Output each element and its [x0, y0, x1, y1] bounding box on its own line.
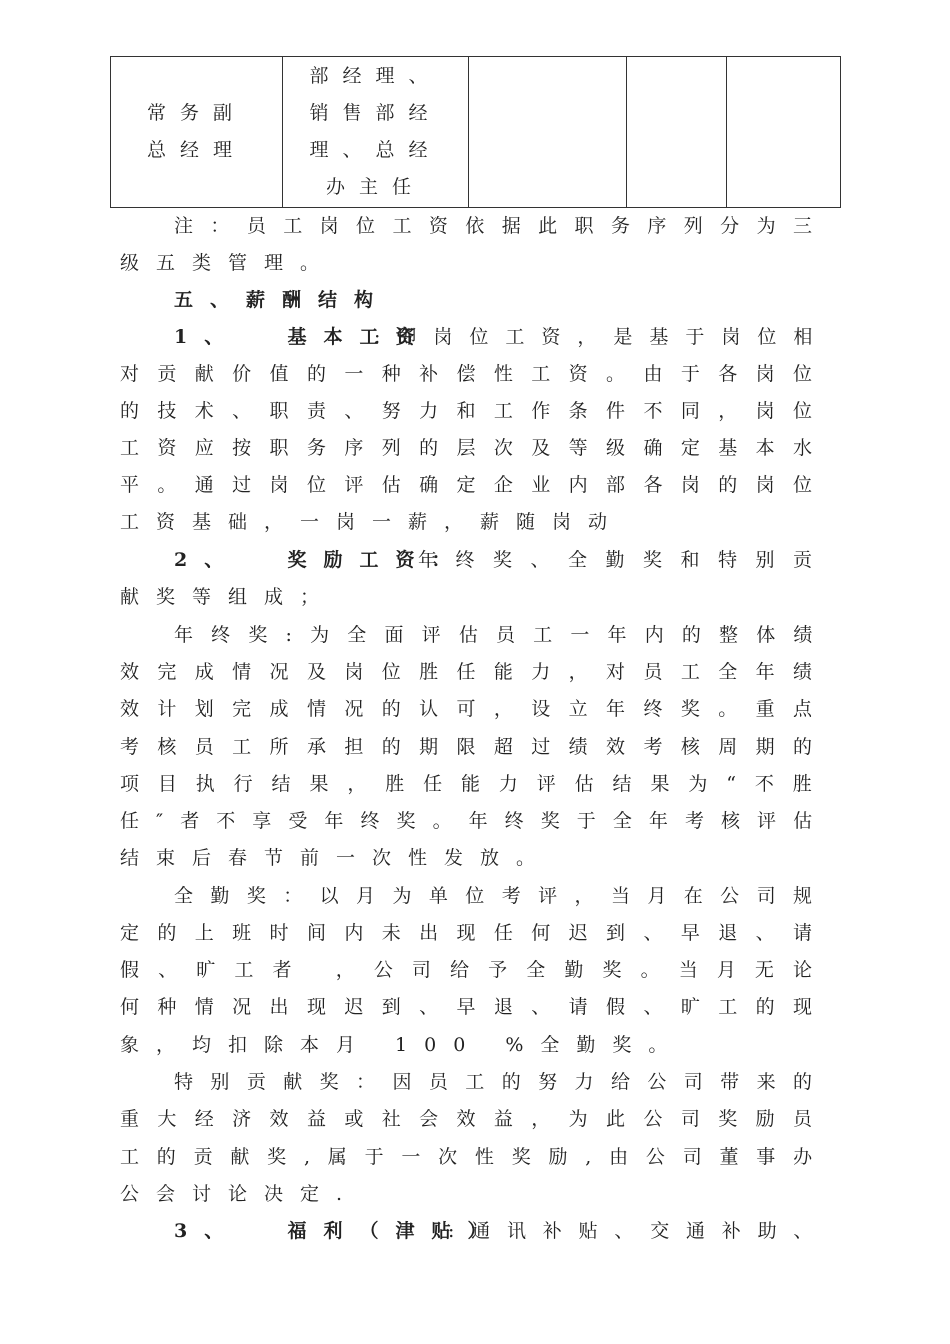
- item-label: 2、 奖励工资：: [174, 549, 468, 571]
- paragraph-line: 重大经济效益或社会效益，为此公司奖励员: [120, 1108, 831, 1130]
- position-list: 部经理、 销售部经 理、总经 办主任: [309, 65, 442, 198]
- paragraph-line: 对贡献价值的一种补偿性工资。由于各岗位: [120, 363, 831, 385]
- paragraph-line: 假、旷工者 ，公司给予全勤奖。当月无论: [120, 959, 832, 981]
- item-label: 3、 福利（津贴）: [174, 1220, 504, 1242]
- position-title: 常务副 总经理: [146, 102, 246, 161]
- paragraph-line: 工资应按职务序列的层次及等级确定基本水: [120, 437, 831, 459]
- note-line: 级五类管理。: [120, 252, 337, 274]
- position-table: [110, 56, 841, 208]
- paragraph-line: 的技术、职责、努力和工作条件不同，岗位: [120, 400, 831, 422]
- paragraph-line: 任″者不享受年终奖。年终奖于全年考核评估: [120, 810, 830, 832]
- table-row: [111, 57, 841, 208]
- paragraph-line: 公会讨论决定.: [120, 1183, 360, 1205]
- table-cell-empty: [627, 57, 727, 208]
- section-heading: 五、薪酬结构: [174, 289, 391, 311]
- paragraph-line: 效完成情况及岗位胜任能力，对员工全年绩: [120, 661, 831, 683]
- table-cell-empty: [727, 57, 841, 208]
- paragraph-line: 平。通过岗位评估确定企业内部各岗的岗位: [120, 474, 831, 496]
- paragraph-line: 工的贡献奖,属于一次性奖励,由公司董事办: [120, 1146, 830, 1168]
- paragraph-line: 象，均扣除本月 100 %全勤奖。: [120, 1034, 685, 1056]
- paragraph-line: :即岗位工资，是基于岗位相: [374, 326, 830, 348]
- paragraph-line: 献奖等组成；: [120, 586, 337, 608]
- paragraph-line: 年终奖、全勤奖和特别贡: [418, 549, 831, 571]
- paragraph-line: 全勤奖：以月为单位考评，当月在公司规: [174, 885, 830, 907]
- paragraph-line: 结束后春节前一次性发放。: [120, 847, 553, 869]
- paragraph-line: 特别贡献奖：因员工的努力给公司带来的: [174, 1071, 830, 1093]
- paragraph-line: :通讯补贴、交通补助、: [448, 1220, 830, 1242]
- paragraph-line: 定的上班时间内未出现任何迟到、早退、请: [120, 922, 831, 944]
- table-cell-positions: [283, 57, 469, 208]
- paragraph-line: 项目执行结果，胜任能力评估结果为“不胜: [120, 773, 831, 795]
- paragraph-line: 何种情况出现迟到、早退、请假、旷工的现: [120, 996, 831, 1018]
- item-label: 1、 基本工资: [174, 326, 432, 348]
- paragraph-line: 年终奖:为全面评估员工一年内的整体绩: [174, 624, 831, 646]
- table-cell-title: [111, 57, 283, 208]
- paragraph-line: 工资基础，一岗一薪，薪随岗动: [120, 511, 625, 533]
- paragraph-line: 效计划完成情况的认可，设立年终奖。重点: [120, 698, 831, 720]
- note-line: 注：员工岗位工资依据此职务序列分为三: [174, 215, 830, 237]
- paragraph-line: 考核员工所承担的期限超过绩效考核周期的: [120, 736, 831, 758]
- table-cell-empty: [469, 57, 627, 208]
